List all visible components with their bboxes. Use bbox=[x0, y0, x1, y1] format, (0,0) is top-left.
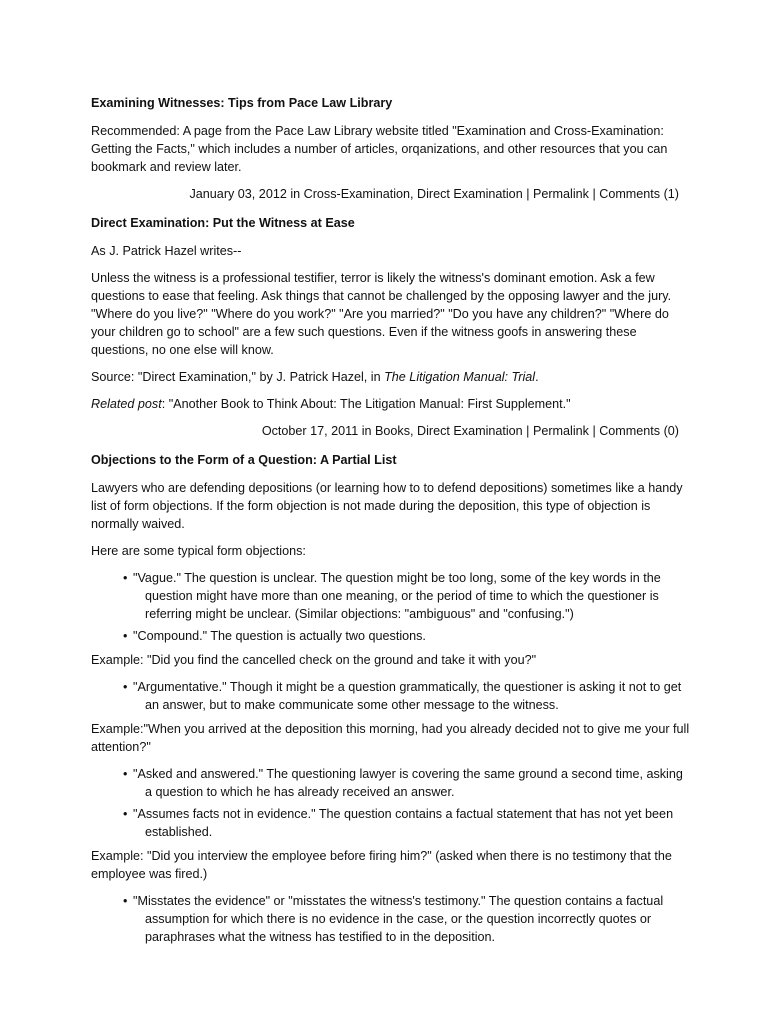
related-text: : "Another Book to Think About: The Litigation Manual: First Supplement." bbox=[161, 397, 571, 411]
post-meta: October 17, 2011 in Books, Direct Examination | Permalink | Comments (0) bbox=[261, 424, 679, 438]
source-suffix: . bbox=[535, 370, 539, 384]
source-book-title: The Litigation Manual: Trial bbox=[384, 370, 536, 384]
list-item: • "Misstates the evidence" or "misstates the witness's testimony." The question contains a factual assumption for which there is no evidence in the case, or the question incorrectly quotes or paraphrases what the witness has testified to in the deposition. bbox=[133, 892, 691, 946]
post-title: Direct Examination: Put the Witness at Ease bbox=[91, 216, 355, 230]
list-item: • "Compound." The question is actually two questions. bbox=[133, 627, 691, 645]
related-label: Related post bbox=[91, 397, 162, 411]
related-post bbox=[91, 395, 691, 413]
objection-list bbox=[91, 892, 691, 946]
post-intro: Lawyers who are defending depositions (or learning how to to defend depositions) sometimes like a handy list of form objections. If the form objection is not made during the deposition, this type of objection is normally waived. bbox=[91, 481, 683, 531]
list-item: • "Asked and answered." The questioning lawyer is covering the same ground a second time, asking a question to which he has already received an answer. bbox=[133, 765, 691, 801]
example-text: Example: "Did you find the cancelled check on the ground and take it with you?" bbox=[91, 653, 537, 667]
post-title: Examining Witnesses: Tips from Pace Law Library bbox=[91, 96, 393, 110]
example-text: Example: "Did you interview the employee before firing him?" (asked when there is no testimony that the employee was fired.) bbox=[91, 849, 672, 881]
list-item: • "Vague." The question is unclear. The question might be too long, some of the key words in the question might have more than one meaning, or the period of time to which the questioner is referring might be unclear. (Similar objections: "ambiguous" and "confusing.") bbox=[133, 569, 691, 623]
objection-list bbox=[91, 765, 691, 841]
post-intro: As J. Patrick Hazel writes-- bbox=[91, 244, 242, 258]
blog-column bbox=[91, 94, 691, 952]
objection-list bbox=[91, 569, 691, 645]
post-body: Recommended: A page from the Pace Law Library website titled "Examination and Cross-Examination: Getting the Facts," which includes a number of articles, orqanizations, and other resources that you can bookmark and review later. bbox=[91, 124, 668, 174]
post-title: Objections to the Form of a Question: A Partial List bbox=[91, 453, 397, 467]
list-item: • "Assumes facts not in evidence." The question contains a factual statement that has not yet been established. bbox=[133, 805, 691, 841]
post-quote: Unless the witness is a professional testifier, terror is likely the witness's dominant emotion. Ask a few questions to ease that feeling. Ask things that cannot be challenged by the opposing lawyer and the jury. "Where do you live?" "Where do you work?" "Are you married?" "Do you have any children?" "Where do your children go to school" are a few such questions. Even if the witness goofs in answering these questions, no one else will know. bbox=[91, 271, 672, 357]
post-meta: January 03, 2012 in Cross-Examination, Direct Examination | Permalink | Comments (1) bbox=[189, 187, 679, 201]
example-text: Example:"When you arrived at the deposition this morning, had you already decided not to give me your full attention?" bbox=[91, 722, 690, 754]
objection-list bbox=[91, 678, 691, 714]
list-item: • "Argumentative." Though it might be a question grammatically, the questioner is asking it not to get an answer, but to make communicate some other message to the witness. bbox=[133, 678, 691, 714]
post-lead: Here are some typical form objections: bbox=[91, 544, 306, 558]
source-prefix: Source: "Direct Examination," by J. Patrick Hazel, in bbox=[91, 370, 385, 384]
post-source bbox=[91, 368, 691, 386]
